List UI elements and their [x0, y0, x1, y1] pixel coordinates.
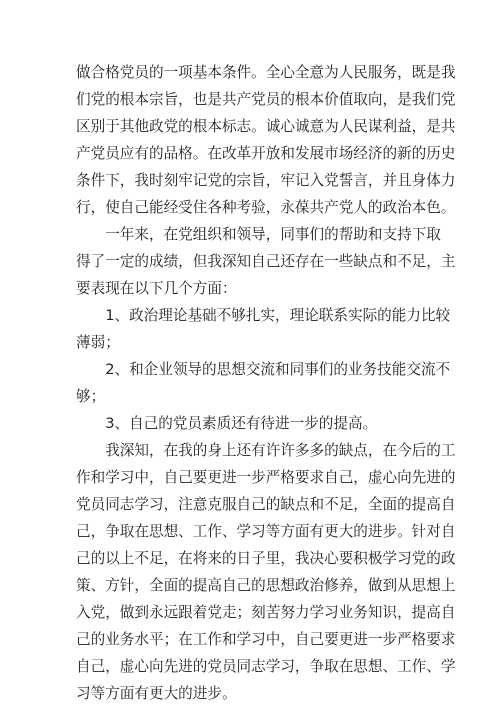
text-line: 们党的根本宗旨，也是共产党员的根本价值取向，是我们党 — [76, 91, 456, 108]
text-line: 一年来，在党组织和领导，同事们的帮助和支持下取 — [76, 226, 441, 243]
text-line: 做合格党员的一项基本条件。全心全意为人民服务，既是我 — [76, 64, 456, 81]
text-line: 产党员应有的品格。在改革开放和发展市场经济的新的历史 — [76, 145, 456, 162]
text-line: 2、和企业领导的思想交流和同事们的业务技能交流不 — [76, 361, 451, 378]
text-line: 党员同志学习，注意克服自己的缺点和不足，全面的提高自 — [76, 496, 456, 513]
text-line: 3、自己的党员素质还有待进一步的提高。 — [76, 415, 378, 432]
text-line: 作和学习中，自己要更进一步严格要求自己，虚心向先进的 — [76, 469, 456, 486]
text-line: 得了一定的成绩，但我深知自己还存在一些缺点和不足，主 — [76, 253, 456, 270]
text-line: 策、方针，全面的提高自己的思想政治修养，做到从思想上 — [76, 577, 456, 594]
text-line: 我深知，在我的身上还有许许多多的缺点，在今后的工 — [76, 442, 456, 459]
text-line: 自己，虚心向先进的党员同志学习，争取在思想、工作、学 — [76, 658, 456, 675]
text-line: 条件下，我时刻牢记党的宗旨，牢记入党誓言，并且身体力 — [76, 172, 456, 189]
text-line: 行，使自己能经受住各种考验，永葆共产党人的政治本色。 — [76, 199, 456, 216]
text-line: 薄弱； — [76, 334, 120, 351]
text-line: 1、政治理论基础不够扎实，理论联系实际的能力比较 — [76, 307, 451, 324]
text-line: 己，争取在思想、工作、学习等方面有更大的进步。针对自 — [76, 523, 456, 540]
text-line: 己的以上不足，在将来的日子里，我决心要积极学习党的政 — [76, 550, 456, 567]
text-line: 够； — [76, 388, 106, 405]
text-line: 己的业务水平；在工作和学习中，自己要更进一步严格要求 — [76, 631, 456, 648]
text-line: 习等方面有更大的进步。 — [76, 685, 237, 702]
text-line: 要表现在以下几个方面： — [76, 280, 237, 297]
text-line: 区别于其他政党的根本标志。诚心诚意为人民谋利益，是共 — [76, 118, 456, 135]
text-line: 入党，做到永远跟着党走；刻苦努力学习业务知识，提高自 — [76, 604, 456, 621]
